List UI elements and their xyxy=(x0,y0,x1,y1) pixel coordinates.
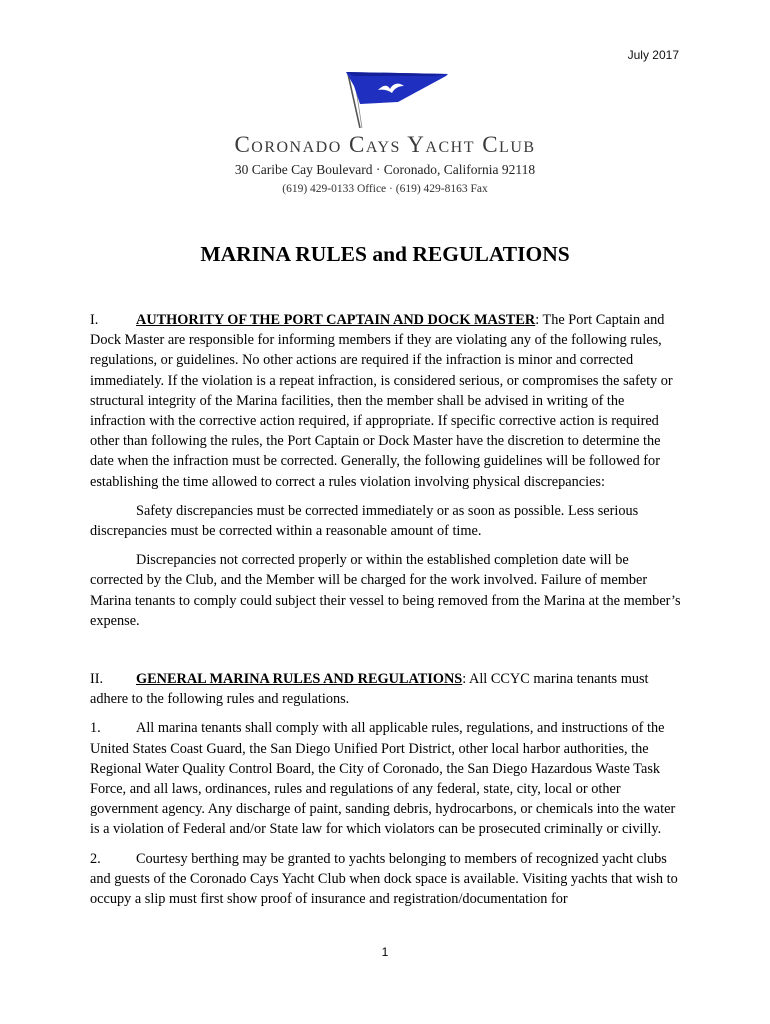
section-2-intro xyxy=(90,669,682,709)
club-phone-fax: (619) 429-0133 Office · (619) 429-8163 Fax xyxy=(282,183,488,195)
document-body xyxy=(90,310,682,909)
rule-text: Courtesy berthing may be granted to yachts belonging to members of recognized yacht clubs and guests of the Coronado Cays Yacht Club when dock space is available. Visiting yachts that wish to occupy a slip must first show proof of insurance and registration/documentation for xyxy=(90,850,678,908)
club-name: Coronado Cays Yacht Club xyxy=(234,132,536,157)
rule-item xyxy=(90,718,682,839)
rule-item xyxy=(90,849,682,910)
section-1-intro xyxy=(90,310,682,492)
section-1-heading: AUTHORITY OF THE PORT CAPTAIN AND DOCK MASTER xyxy=(136,312,536,328)
section-1-paragraph: Discrepancies not corrected properly or within the established completion date will be corrected by the Club, and the Member will be charged for the work involved. Failure of member Marina tenants to comply could subject their vessel to being removed from the Marina at the member’s expense. xyxy=(90,552,681,629)
rule-text: All marina tenants shall comply with all applicable rules, regulations, and instructions of the United States Coast Guard, the San Diego Unified Port District, other local harbor authorities, the Regional Water Quality Control Board, the City of Coronado, the San Diego Hazardous Waste Task Force, and all laws, ordinances, rules and regulations of any federal, state, city, local or other government agency. Any discharge of paint, sanding debris, hydrocarbons, or chemicals into the water is a violation of Federal and/or State law for which violators can be prosecuted criminally or civilly. xyxy=(90,720,676,838)
burgee-flag-logo-icon xyxy=(330,68,450,130)
page-number: 1 xyxy=(381,945,389,959)
club-address: 30 Caribe Cay Boulevard · Coronado, California 92118 xyxy=(234,162,536,177)
section-2-number: II. xyxy=(90,671,104,688)
section-2-heading: GENERAL MARINA RULES AND REGULATIONS xyxy=(136,671,463,688)
document-title: MARINA RULES and REGULATIONS xyxy=(200,242,570,266)
rule-number: 2. xyxy=(90,850,101,867)
section-1-intro-text: : The Port Captain and Dock Master are responsible for informing members if they are violating any of the following rules, regulations, or guidelines. No other actions are required if the infraction is minor and corrected immediately. If the violation is a repeat infraction, is considered serious, or compromises the safety or structural integrity of the Marina facilities, then the member shall be advised in writing of the infraction with the corrective action required, if appropriate. If specific corrective action is required other than following the rules, the Port Captain or Dock Master have the discretion to determine the date when the infraction must be corrected. Generally, the following guidelines will be followed for establishing the time allowed to correct a rules violation involving physical discrepancies: xyxy=(90,312,673,490)
section-2-intro-text: : All CCYC marina tenants must adhere to the following rules and regulations. xyxy=(90,671,649,708)
section-1-number: I. xyxy=(90,312,99,328)
rule-number: 1. xyxy=(90,720,101,737)
document-date: July 2017 xyxy=(627,48,679,62)
section-1-paragraph: Safety discrepancies must be corrected immediately or as soon as possible. Less serious discrepancies must be corrected within a reasonable amount of time. xyxy=(90,502,639,540)
